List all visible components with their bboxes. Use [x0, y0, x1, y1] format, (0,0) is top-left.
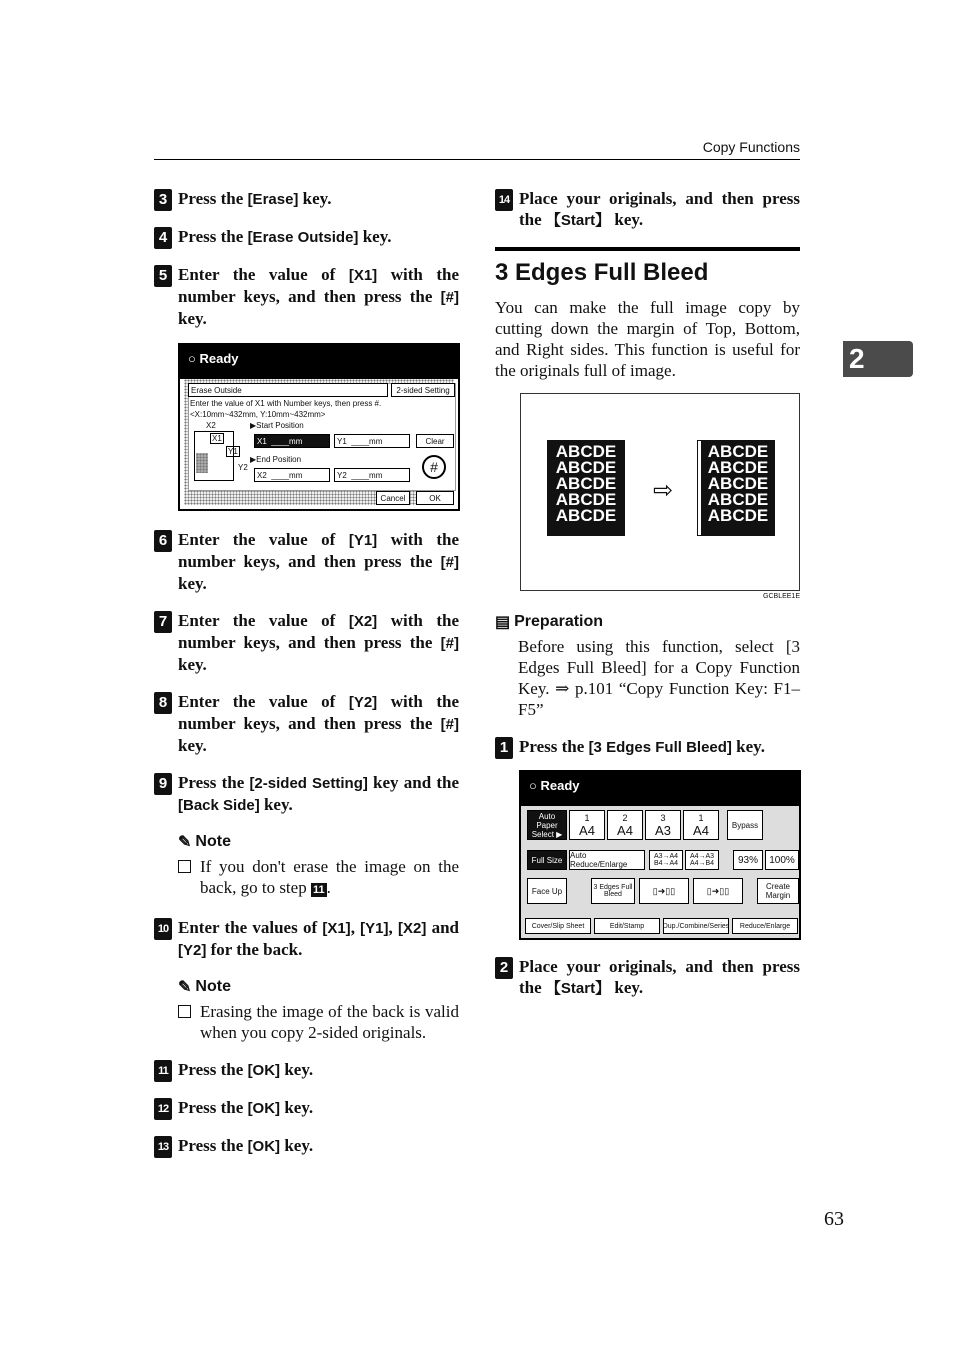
header-rule [154, 159, 800, 160]
y1-field[interactable]: Y1 ____ mm [334, 434, 410, 448]
reduce-ratio-button[interactable]: A3→A4 B4→A4 [649, 850, 683, 870]
step-text: for the back. [206, 940, 303, 959]
duplex-mode-button-1[interactable]: ▯➜▯▯ [639, 878, 689, 904]
key-label: [OK] [247, 1100, 281, 1117]
key-label: [X2] [348, 613, 378, 630]
step-text: Press the [178, 189, 248, 208]
key-label: [#] [440, 554, 459, 571]
key-label: [2-sided Setting] [249, 775, 368, 792]
create-margin-button[interactable]: Create Margin [757, 878, 799, 904]
key-label: 【Start】 [545, 212, 611, 229]
key-label: [#] [440, 635, 459, 652]
screen-titlebar [180, 345, 458, 379]
step-text: Press the [178, 1098, 248, 1117]
step-text: key. [178, 574, 207, 593]
step-14 [495, 188, 800, 231]
clear-button[interactable]: Clear [416, 434, 454, 448]
step-text: Enter the value of [178, 611, 349, 630]
sample-text-line: ABCDE [707, 506, 769, 525]
three-edges-full-bleed-button[interactable]: 3 Edges Full Bleed [591, 878, 635, 904]
step-text: key. [280, 1098, 314, 1117]
key-label: [X2] [398, 920, 427, 937]
section-title: 3 Edges Full Bleed [495, 259, 709, 286]
step-text: key. [178, 309, 207, 328]
step-number-icon: 7 [154, 611, 172, 633]
sample-text-line: ABCDE [555, 506, 617, 525]
step-text: key. [358, 227, 392, 246]
step-text: key. [178, 655, 207, 674]
step-text: Press the [178, 1136, 248, 1155]
illustration-code: GCBLEE1E [763, 593, 800, 600]
y2-field[interactable]: Y2 ____ mm [334, 468, 410, 482]
step-10 [154, 917, 459, 961]
step-number-icon: 11 [154, 1060, 172, 1082]
erase-outside-screen [178, 343, 460, 511]
running-header: Copy Functions [702, 139, 800, 155]
key-label: 【Start】 [545, 980, 611, 997]
step-text: with the number keys, and then press the [178, 611, 459, 652]
sample-text-line: ABCDE [555, 474, 617, 493]
step-text: key. [280, 1136, 314, 1155]
diagram-x1-label: X1 [212, 434, 222, 443]
section-intro: You can make the full image copy by cutting down the margin of Top, Bottom, and Right sides. This function is useful for the originals full of image. [495, 298, 800, 380]
step-number-icon: 9 [154, 773, 172, 795]
step-text: Press the [519, 737, 589, 756]
step-8 [154, 691, 459, 756]
memo-icon: ▤ [495, 614, 511, 631]
copier-main-screen [519, 770, 801, 940]
key-label: [Y2] [178, 942, 207, 959]
refresh-icon: ○ [529, 778, 541, 793]
pencil-icon: ✎ [178, 834, 192, 851]
x2-field[interactable]: X2 ____ mm [254, 468, 330, 482]
face-up-button[interactable]: Face Up [527, 878, 567, 904]
tray-number: 1 [698, 812, 704, 823]
sample-text-line: ABCDE [707, 474, 769, 493]
key-label: [Y2] [348, 694, 378, 711]
checkbox-icon [178, 1005, 191, 1018]
step-4 [154, 226, 459, 248]
screen-title: Ready [199, 351, 239, 366]
step-text: with the number keys, and then press the [178, 530, 459, 571]
refresh-icon: ○ [188, 351, 200, 366]
step-13 [154, 1135, 459, 1157]
step-text: key and the [367, 773, 459, 792]
range-text: <X:10mm~432mm, Y:10mm~432mm> [190, 410, 326, 419]
step-number-icon: 6 [154, 530, 172, 552]
step-number-icon: 13 [154, 1136, 172, 1158]
chapter-tab: 2 [843, 341, 913, 377]
paper-tray-button[interactable] [569, 810, 605, 840]
key-label: [Y1] [360, 920, 389, 937]
diagram-x2-label: X2 [206, 421, 216, 430]
cancel-button[interactable]: Cancel [376, 491, 410, 505]
sample-text-line: ABCDE [707, 458, 769, 477]
sample-text-line: ABCDE [707, 490, 769, 509]
diagram-y1-label: Y1 [228, 447, 238, 456]
step-text: key. [610, 210, 644, 229]
step-number-icon: 2 [495, 957, 513, 979]
step-text: Place your originals, and then press the [519, 189, 800, 229]
enlarge-ratio-button[interactable]: A4→A3 A4→B4 [685, 850, 719, 870]
step-text: with the number keys, and then press the [178, 265, 459, 306]
step-6 [154, 529, 459, 594]
zoom-93-button[interactable]: 93% [733, 850, 763, 870]
key-label: [3 Edges Full Bleed] [588, 739, 732, 756]
key-label: [Erase Outside] [247, 229, 359, 246]
diagram-y2-label: Y2 [238, 463, 248, 472]
step-5 [154, 264, 459, 329]
section-rule [495, 247, 800, 251]
step-text: Enter the values of [178, 918, 323, 937]
tray-size: A4 [579, 822, 595, 838]
preparation-heading: ▤ Preparation [495, 613, 604, 631]
right-column [495, 188, 800, 1015]
step-text: with the number keys, and then press the [178, 692, 459, 733]
tray-number: 3 [660, 812, 666, 823]
auto-reduce-enlarge-button[interactable]: Auto Reduce/Enlarge [569, 850, 645, 870]
end-position-label: ▶End Position [250, 455, 302, 464]
sample-text-line: ABCDE [707, 442, 769, 461]
key-label: [#] [440, 289, 459, 306]
function-tab[interactable]: Cover/Slip Sheet [525, 918, 591, 934]
step-number-icon: 4 [154, 227, 172, 249]
duplex-mode-button-2[interactable]: ▯➜▯▯ [693, 878, 743, 904]
step-number-icon: 8 [154, 692, 172, 714]
step-number-icon: 14 [495, 189, 513, 211]
step-text: Enter the value of [178, 530, 349, 549]
left-column [154, 188, 459, 1173]
checkbox-icon [178, 860, 191, 873]
step-text: Enter the value of [178, 692, 349, 711]
function-tab[interactable]: Edit/Stamp [594, 918, 660, 934]
sample-text-line: ABCDE [555, 490, 617, 509]
sample-text-line: ABCDE [555, 442, 617, 461]
original-sample [547, 440, 625, 536]
key-label: [OK] [247, 1138, 281, 1155]
two-sided-setting-button[interactable]: 2-sided Setting [391, 383, 455, 397]
copy-sample [701, 440, 775, 536]
step-number-icon: 5 [154, 265, 172, 287]
function-tab[interactable]: Reduce/Enlarge [732, 918, 798, 934]
step-text: key. [610, 978, 644, 997]
tray-size: A3 [655, 822, 671, 838]
note-heading: ✎ Note [178, 833, 231, 851]
function-tab[interactable]: Dup./Combine/Series [663, 918, 729, 934]
step-9 [154, 772, 459, 816]
step-text: and [426, 918, 459, 937]
x1-field[interactable]: X1 ____ mm [254, 434, 330, 448]
step-text: key. [178, 736, 207, 755]
paper-tray-button[interactable] [607, 810, 643, 840]
step-text: key. [280, 1060, 314, 1079]
tray-number: 1 [584, 812, 590, 823]
bypass-button[interactable]: Bypass [727, 810, 763, 840]
step-text: key. [731, 737, 765, 756]
step-b [495, 956, 800, 999]
pencil-icon: ✎ [178, 979, 192, 996]
step-number-icon: 1 [495, 737, 513, 759]
step-ref-icon: 11 [312, 884, 325, 896]
note-heading-2: ✎ Note [178, 978, 231, 996]
step-text: Press the [178, 227, 248, 246]
instruction-text: Enter the value of X1 with Number keys, then press #. [190, 399, 382, 408]
step-a [495, 736, 800, 758]
hash-key-button[interactable]: # [422, 455, 446, 479]
screen-title: Ready [540, 778, 580, 793]
paper-tray-button[interactable] [683, 810, 719, 840]
step-text: Press the [178, 773, 250, 792]
step-text: , [388, 918, 398, 937]
step-text: , [350, 918, 361, 937]
auto-paper-select-button[interactable]: Auto Paper Select ▶ [527, 810, 567, 840]
arrow-icon: ⇨ [653, 476, 674, 504]
key-label: [#] [440, 716, 459, 733]
page-number: 63 [824, 1208, 844, 1230]
paper-tray-button[interactable] [645, 810, 681, 840]
key-label: [Y1] [348, 532, 378, 549]
step-11 [154, 1059, 459, 1081]
erase-outside-tab: Erase Outside [188, 383, 388, 397]
preparation-text: Before using this function, select [3 Edges Full Bleed] for a Copy Function Key. ⇒ p.101 “Copy Function Key: F1–F5” [518, 637, 800, 719]
step-number-icon: 3 [154, 189, 172, 211]
sample-text-line: ABCDE [555, 458, 617, 477]
screen-titlebar [521, 772, 799, 806]
tray-size: A4 [617, 822, 633, 838]
step-number-icon: 10 [154, 918, 172, 940]
tray-number: 2 [622, 812, 628, 823]
step-12 [154, 1097, 459, 1119]
step-text: key. [259, 795, 293, 814]
step-text: Press the [178, 1060, 248, 1079]
key-label: [X1] [348, 267, 378, 284]
key-label: [OK] [247, 1062, 281, 1079]
step-text: Enter the value of [178, 265, 349, 284]
note-item: If you don't erase the image on the back, go to step 11 . [178, 856, 459, 901]
key-label: [Erase] [247, 191, 299, 208]
full-size-button[interactable]: Full Size [527, 850, 567, 870]
step-3 [154, 188, 459, 210]
step-number-icon: 12 [154, 1098, 172, 1120]
ok-button[interactable]: OK [416, 491, 454, 505]
tray-size: A4 [693, 822, 709, 838]
full-bleed-illustration [520, 393, 800, 591]
zoom-100-button[interactable]: 100% [765, 850, 799, 870]
step-text: Place your originals, and then press the [519, 957, 800, 997]
note-item-2: Erasing the image of the back is valid when you copy 2-sided originals. [178, 1001, 459, 1043]
start-position-label: ▶Start Position [250, 421, 304, 430]
key-label: [X1] [322, 920, 351, 937]
step-7 [154, 610, 459, 675]
step-text: key. [298, 189, 332, 208]
key-label: [Back Side] [178, 797, 260, 814]
